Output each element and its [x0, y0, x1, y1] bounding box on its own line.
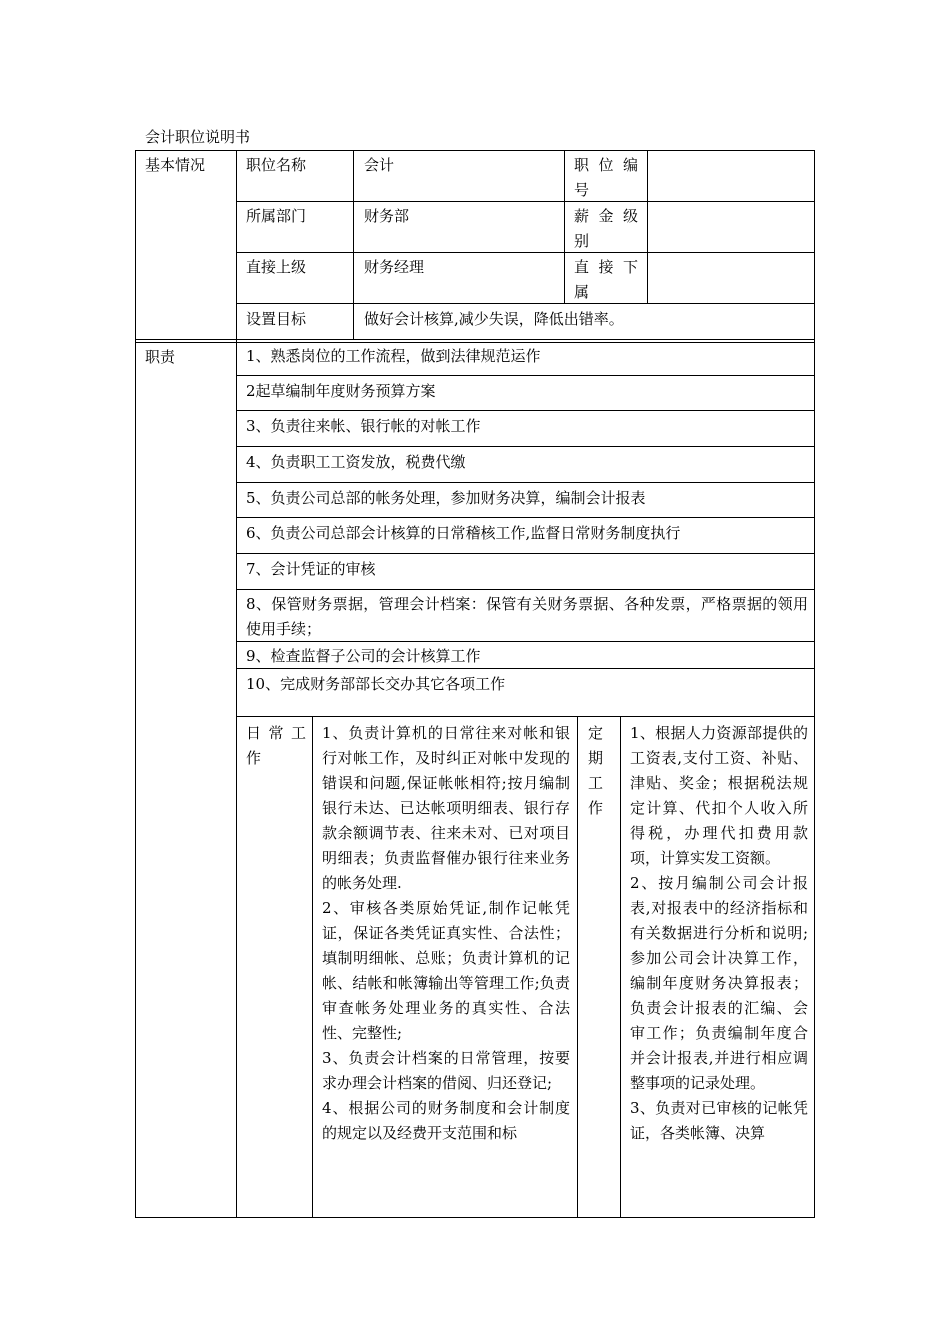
duty-item: 8、保管财务票据，管理会计档案：保管有关财务票据、各种发票，严格票据的领用使用手续；: [246, 595, 808, 638]
field-label: 设置目标: [246, 310, 307, 328]
duty-item: 2起草编制年度财务预算方案: [246, 382, 436, 400]
column-divider: [620, 716, 621, 1218]
row-divider: [236, 517, 815, 518]
daily-work-item: 4、根据公司的财务制度和会计制度的规定以及经费开支范围和标: [322, 1099, 570, 1142]
row-divider: [236, 553, 815, 554]
document-title: 会计职位说明书: [145, 128, 251, 146]
duty-item: 9、检查监督子公司的会计核算工作: [246, 647, 481, 665]
field-label: 所属部门: [246, 207, 307, 225]
periodic-work-item: 1、根据人力资源部提供的工资表,支付工资、补贴、津贴、奖金；根据税法规定计算、代扣个人收入所得税，办理代扣费用款项，计算实发工资额。: [630, 724, 808, 867]
daily-work-item: 3、负责会计档案的日常管理，按要求办理会计档案的借阅、归还登记;: [322, 1049, 570, 1092]
field-label: 直接上级: [246, 258, 307, 276]
column-divider: [577, 716, 578, 1218]
section-label-duties: 职责: [145, 348, 176, 366]
duty-item: 5、负责公司总部的帐务处理，参加财务决算，编制会计报表: [246, 489, 646, 507]
daily-work-item: 1、负责计算机的日常往来对帐和银行对帐工作，及时纠正对帐中发现的错误和问题,保证帐帐相符;按月编制银行未达、已达帐项明细表、银行存款余额调节表、往来未对、已对项目明细表；负责监督催办银行往来业务的帐务处理.: [322, 724, 570, 892]
section-divider: [135, 339, 815, 340]
field-value: 财务部: [364, 207, 410, 225]
row-divider: [236, 482, 815, 483]
periodic-work-label: 定 期 工 作: [588, 724, 604, 817]
column-divider: [564, 150, 565, 303]
column-divider: [647, 150, 648, 303]
field-value: 财务经理: [364, 258, 425, 276]
column-divider: [236, 150, 237, 1218]
duty-item: 3、负责往来帐、银行帐的对帐工作: [246, 417, 481, 435]
row-divider: [236, 375, 815, 376]
row-divider: [236, 589, 815, 590]
row-divider: [236, 252, 815, 253]
field-label: 薪 金 级 别: [574, 207, 638, 250]
daily-work-label: 日 常 工 作: [246, 724, 306, 767]
periodic-work-item: 2、按月编制公司会计报表,对报表中的经济指标和有关数据进行分析和说明;参加公司会计决算工作，编制年度财务决算报表；负责会计报表的汇编、会审工作；负责编制年度合并会计报表,并进行相应调整事项的记录处理。: [630, 874, 808, 1092]
periodic-work-item: 3、负责对已审核的记帐凭证，各类帐簿、决算: [630, 1099, 808, 1142]
field-label: 直 接 下 属: [574, 258, 638, 301]
row-divider: [236, 446, 815, 447]
periodic-work-content: [630, 721, 808, 1146]
field-label: 职 位 编 号: [574, 156, 638, 199]
daily-work-content: [322, 721, 570, 1146]
duty-item: 1、熟悉岗位的工作流程，做到法律规范运作: [246, 347, 541, 365]
duty-item: 4、负责职工工资发放，税费代缴: [246, 453, 466, 471]
column-divider: [353, 150, 354, 339]
row-divider: [236, 716, 815, 717]
column-divider: [312, 716, 313, 1218]
goal-value: 做好会计核算,减少失误，降低出错率。: [364, 310, 624, 328]
row-divider: [236, 410, 815, 411]
duty-item: 7、会计凭证的审核: [246, 560, 376, 578]
row-divider: [236, 303, 815, 304]
row-divider: [236, 201, 815, 202]
section-divider: [136, 342, 815, 343]
field-label: 职位名称: [246, 156, 307, 174]
daily-work-item: 2、审核各类原始凭证,制作记帐凭证，保证各类凭证真实性、合法性；填制明细帐、总账；负责计算机的记帐、结帐和帐簿输出等管理工作;负责审查帐务处理业务的真实性、合法性、完整性;: [322, 899, 570, 1042]
field-value: 会计: [364, 156, 395, 174]
duty-item: 10、完成财务部部长交办其它各项工作: [246, 675, 506, 693]
section-label-basic: 基本情况: [145, 156, 206, 174]
duty-item: 6、负责公司总部会计核算的日常稽核工作,监督日常财务制度执行: [246, 524, 681, 542]
